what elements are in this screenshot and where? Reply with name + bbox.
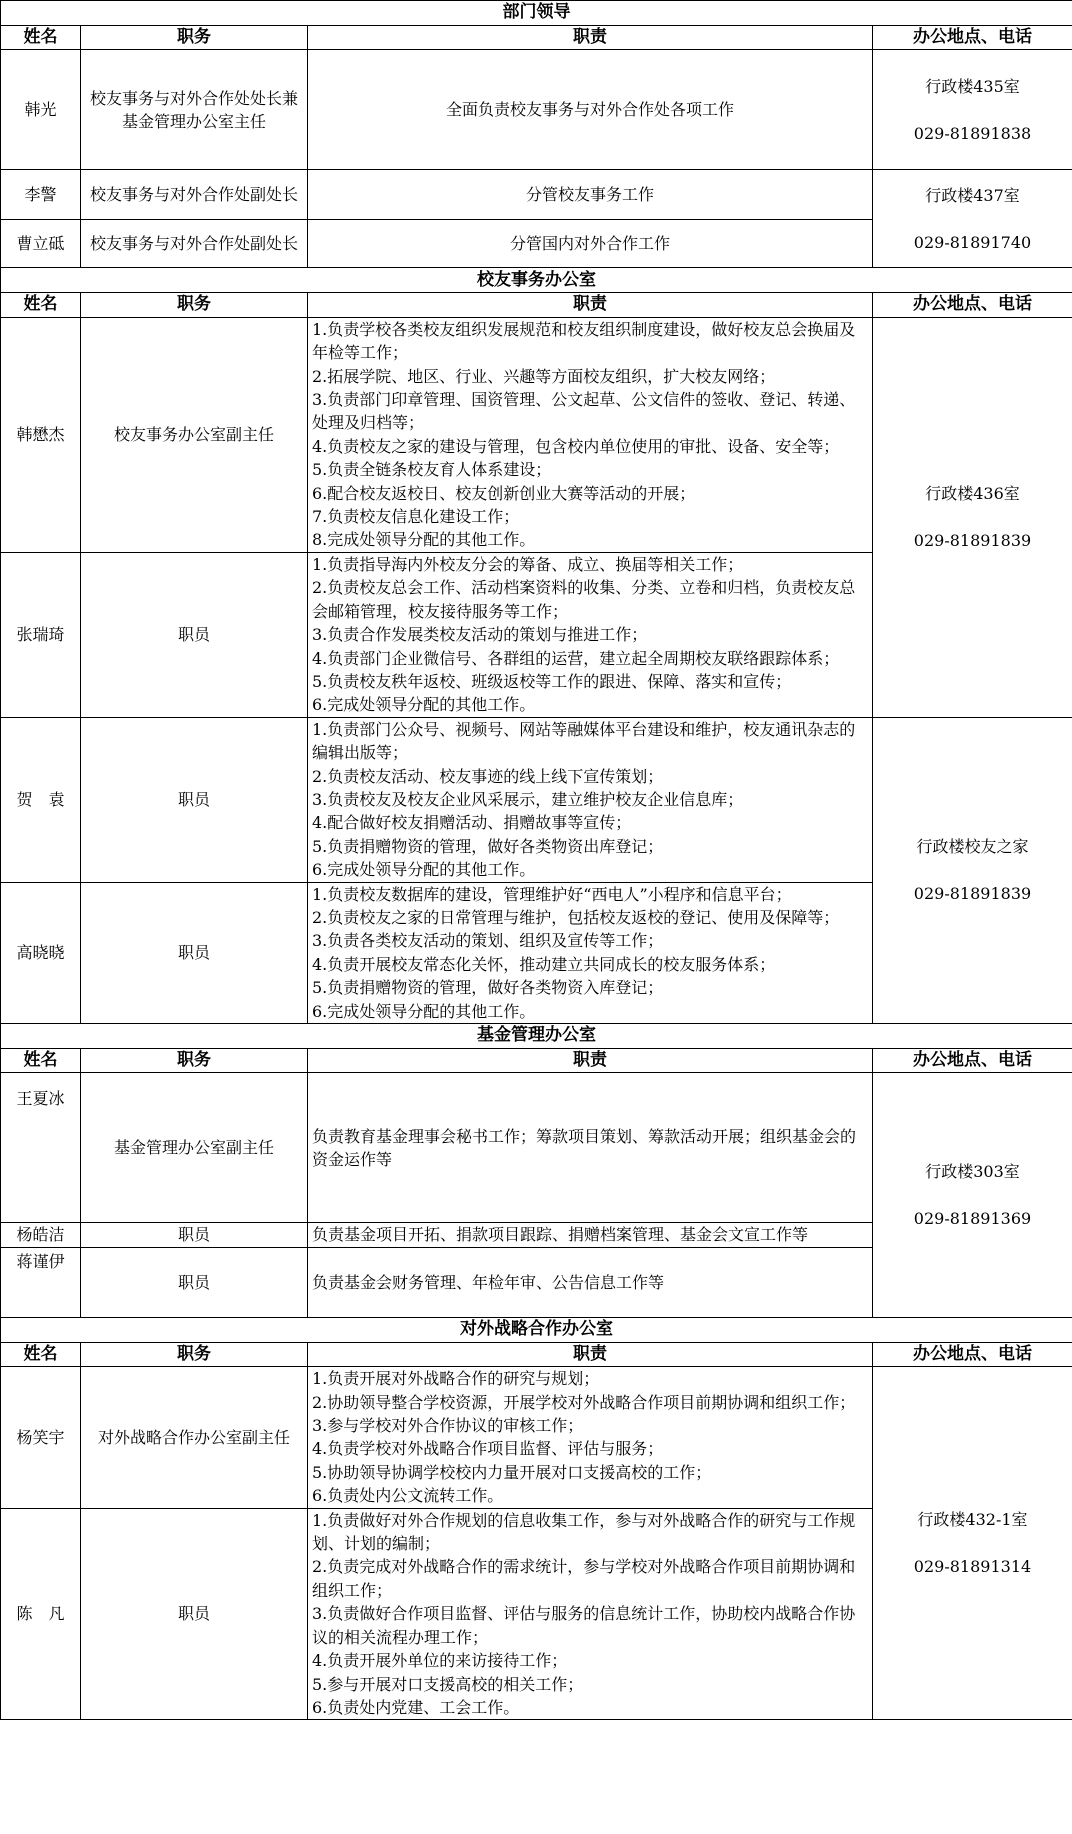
table-row [1,170,1072,220]
office-phone: 029-81891839 [913,884,1032,904]
section-title-row [1,1,1072,26]
duty-line: 3.负责部门印章管理、国资管理、公文起草、公文信件的签收、登记、转递、处理及归档等； [312,390,856,433]
table-row [1,317,1072,552]
section-title: 基金管理办公室 [1,1024,1072,1049]
duty-line: 4.负责学校对外战略合作项目监督、评估与服务； [312,1439,664,1459]
staff-duty [308,1508,873,1720]
office-phone: 029-81891314 [913,1557,1032,1577]
staff-duty [308,220,873,268]
duty-line: 3.负责合作发展类校友活动的策划与推进工作； [312,625,648,645]
duty-line: 4.配合做好校友捐赠活动、捐赠故事等宣传； [312,813,632,833]
staff-duty [308,1223,873,1247]
duty-line: 6.完成处领导分配的其他工作。 [312,1001,536,1021]
office-room: 行政楼校友之家 [916,836,1029,856]
staff-name: 李警 [1,170,81,220]
staff-duty [308,1073,873,1223]
duty-line: 5.负责捐赠物资的管理，做好各类物资出库登记； [312,836,664,856]
duty-line: 5.参与开展对口支援高校的相关工作； [312,1674,584,1694]
office-location [873,317,1072,717]
header-row [1,1342,1072,1366]
duty-line: 5.负责校友秩年返校、班级返校等工作的跟进、保障、落实和宣传； [312,671,792,691]
duty-line: 4.负责开展校友常态化关怀，推动建立共同成长的校友服务体系； [312,954,776,974]
duty-line: 6.负责处内公文流转工作。 [312,1486,504,1506]
staff-position: 校友事务办公室副主任 [81,317,308,552]
header-position: 职务 [81,293,308,317]
staff-name: 蒋谨伊 [1,1247,81,1317]
duty-line: 3.负责各类校友活动的策划、组织及宣传等工作； [312,931,664,951]
staff-position: 基金管理办公室副主任 [81,1073,308,1223]
header-location: 办公地点、电话 [873,293,1072,317]
office-room: 行政楼437室 [925,185,1020,205]
staff-position: 校友事务与对外合作处副处长 [81,170,308,220]
duty-line: 4.负责部门企业微信号、各群组的运营，建立起全周期校友联络跟踪体系； [312,648,840,668]
office-phone: 029-81891740 [913,232,1032,252]
duty-line: 5.协助领导协调学校校内力量开展对口支援高校的工作； [312,1462,712,1482]
duty-line: 1.负责校友数据库的建设，管理维护好“西电人”小程序和信息平台； [312,884,792,904]
office-room: 行政楼303室 [925,1161,1020,1181]
header-location: 办公地点、电话 [873,26,1072,50]
duty-line: 1.负责做好对外合作规划的信息收集工作，参与对外战略合作的研究与工作规划、计划的编制； [312,1510,856,1554]
staff-duty [308,882,873,1023]
staff-name: 陈 凡 [1,1508,81,1720]
staff-position: 职员 [81,552,308,717]
header-location: 办公地点、电话 [873,1049,1072,1073]
duty-line: 5.负责捐赠物资的管理，做好各类物资入库登记； [312,978,664,998]
section-title: 对外战略合作办公室 [1,1317,1072,1342]
duty-line: 8.完成处领导分配的其他工作。 [312,530,536,550]
table-row [1,1367,1072,1508]
duty-line: 2.负责校友活动、校友事迹的线上线下宣传策划； [312,766,664,786]
section-title-row [1,268,1072,293]
staff-duty [308,170,873,220]
staff-duty [308,317,873,552]
duty-line: 1.负责开展对外战略合作的研究与规划； [312,1369,600,1389]
duty-line: 1.负责指导海内外校友分会的筹备、成立、换届等相关工作； [312,554,744,574]
staff-position: 校友事务与对外合作处副处长 [81,220,308,268]
staff-name: 杨皓洁 [1,1223,81,1247]
staff-position: 职员 [81,1223,308,1247]
duty-line: 7.负责校友信息化建设工作； [312,507,520,527]
office-room: 行政楼432-1室 [917,1509,1028,1529]
duty-line: 3.负责做好合作项目监督、评估与服务的信息统计工作，协助校内战略合作协议的相关流程办理工作； [312,1604,856,1647]
staff-duty [308,1367,873,1508]
staff-name: 王夏冰 [1,1073,81,1223]
header-name: 姓名 [1,1342,81,1366]
duty-line: 负责教育基金理事会秘书工作；筹款项目策划、筹款活动开展；组织基金会的资金运作等 [312,1126,857,1169]
duty-line: 2.负责校友总会工作、活动档案资料的收集、分类、立卷和归档，负责校友总会邮箱管理，校友接待服务等工作； [312,578,856,621]
header-duty: 职责 [308,26,873,50]
section-title: 部门领导 [1,1,1072,26]
staff-position: 职员 [81,717,308,882]
staff-name: 张瑞琦 [1,552,81,717]
header-name: 姓名 [1,26,81,50]
header-location: 办公地点、电话 [873,1342,1072,1366]
duty-line: 2.负责完成对外战略合作的需求统计，参与学校对外战略合作项目前期协调和组织工作； [312,1557,856,1600]
header-duty: 职责 [308,1049,873,1073]
staff-duty [308,717,873,882]
staff-position: 对外战略合作办公室副主任 [81,1367,308,1508]
staff-name: 曹立砥 [1,220,81,268]
office-location [873,50,1072,170]
duty-line: 1.负责部门公众号、视频号、网站等融媒体平台建设和维护，校友通讯杂志的编辑出版等； [312,719,856,763]
section-title-row [1,1317,1072,1342]
header-name: 姓名 [1,1049,81,1073]
duty-line: 1.负责学校各类校友组织发展规范和校友组织制度建设，做好校友总会换届及年检等工作； [312,319,856,363]
staff-duty [308,50,873,170]
staff-name: 贺 袁 [1,717,81,882]
duty-line: 4.负责校友之家的建设与管理，包含校内单位使用的审批、设备、安全等； [312,436,840,456]
header-name: 姓名 [1,293,81,317]
staff-duty [308,1247,873,1317]
duty-line: 3.负责校友及校友企业风采展示，建立维护校友企业信息库； [312,789,744,809]
table-row [1,717,1072,882]
duty-line: 2.负责校友之家的日常管理与维护，包括校友返校的登记、使用及保障等； [312,907,840,927]
header-position: 职务 [81,1342,308,1366]
office-room: 行政楼435室 [925,76,1020,96]
duty-line: 分管国内对外合作工作 [509,234,670,254]
duty-line: 6.完成处领导分配的其他工作。 [312,860,536,880]
header-row [1,293,1072,317]
staff-position: 职员 [81,1247,308,1317]
table-row [1,50,1072,170]
office-location [873,1073,1072,1317]
office-phone: 029-81891839 [913,531,1032,551]
duty-line: 2.拓展学院、地区、行业、兴趣等方面校友组织，扩大校友网络； [312,366,776,386]
office-phone: 029-81891369 [913,1209,1032,1229]
duty-line: 6.配合校友返校日、校友创新创业大赛等活动的开展； [312,483,696,503]
section-title: 校友事务办公室 [1,268,1072,293]
duty-line: 5.负责全链条校友育人体系建设； [312,460,552,480]
duty-line: 2.协助领导整合学校资源，开展学校对外战略合作项目前期协调和组织工作； [312,1392,856,1412]
duty-line: 3.参与学校对外合作协议的审核工作； [312,1416,584,1436]
office-location [873,1367,1072,1720]
office-room: 行政楼436室 [925,483,1020,503]
staff-position: 职员 [81,1508,308,1720]
staff-duty [308,552,873,717]
staff-name: 韩懋杰 [1,317,81,552]
duty-line: 负责基金会财务管理、年检年审、公告信息工作等 [312,1272,665,1292]
staff-position: 职员 [81,882,308,1023]
section-title-row [1,1024,1072,1049]
office-location [873,717,1072,1023]
staff-position: 校友事务与对外合作处处长兼基金管理办公室主任 [81,50,308,170]
header-row [1,26,1072,50]
duty-line: 4.负责开展外单位的来访接待工作； [312,1651,568,1671]
staff-name: 高晓晓 [1,882,81,1023]
header-duty: 职责 [308,293,873,317]
table-row [1,1073,1072,1223]
duty-line: 6.完成处领导分配的其他工作。 [312,695,536,715]
duty-line: 负责基金项目开拓、捐款项目跟踪、捐赠档案管理、基金会文宣工作等 [312,1225,809,1245]
staff-name: 韩光 [1,50,81,170]
duty-line: 6.负责处内党建、工会工作。 [312,1697,520,1717]
header-position: 职务 [81,26,308,50]
header-row [1,1049,1072,1073]
office-phone: 029-81891838 [913,123,1032,143]
office-location [873,170,1072,268]
header-position: 职务 [81,1049,308,1073]
staff-name: 杨笑宇 [1,1367,81,1508]
duty-line: 全面负责校友事务与对外合作处各项工作 [445,100,734,120]
header-duty: 职责 [308,1342,873,1366]
duty-line: 分管校友事务工作 [525,185,654,205]
